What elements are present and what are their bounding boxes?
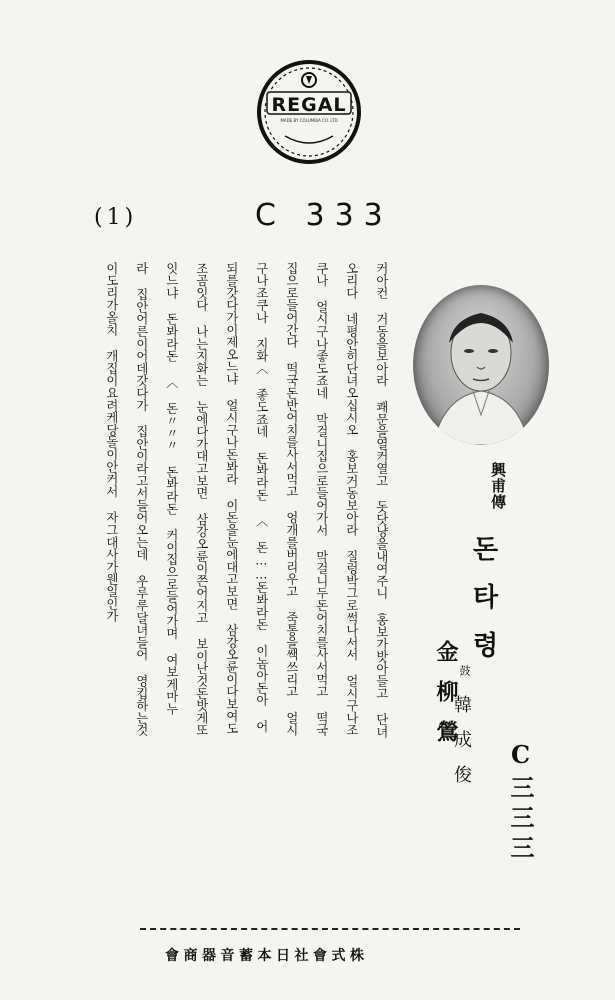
- catalog-number: C 333: [255, 198, 393, 233]
- drum-label: 鼓: [458, 665, 471, 676]
- logo-brand-text: REGAL: [271, 94, 347, 116]
- lyric-column-2: 오리다 네평안히단녀오십시오 홍보거동보아라 질렁박그로썩나서서 얼시구나조: [344, 262, 359, 737]
- catalog-number-vertical: C三三三: [506, 740, 535, 865]
- genre-label: 興甫傳: [489, 462, 507, 510]
- company-name: 會商器音蓄本日社會式株: [165, 948, 369, 964]
- lyric-column-1: 커아컨 거동을보아라 쾌문을열커열고 돗닷냥을내여주니 홍보가밧아들고 단녀: [374, 262, 389, 738]
- divider-line: [140, 928, 520, 930]
- singer-name: 金柳鶯: [433, 640, 459, 760]
- side-number: (1): [94, 205, 138, 230]
- lyric-column-9: 라 집안어른이어데갓다가 집안이라고서들어오는데 우루루달녀들어 영킵하는것: [134, 262, 149, 737]
- lyric-column-8: 잇느냐 돈봐라돈 〈 돈〃〃〃 돈봐라돈 커이집으로들어가며 여보게마누: [164, 262, 179, 715]
- singer-portrait: [413, 285, 549, 445]
- logo-subtitle: MADE BY COLUMBIA CO. LTD: [280, 118, 338, 123]
- lyric-column-6: 되를갓다가이제오느냐 얼시구나돈봐라 이돈을눈에대고보면 삼강오륜이다보여도: [224, 262, 239, 735]
- portrait-image: [413, 285, 549, 445]
- lyric-column-4: 집으로들어간다 떡국돈반어치를사서먹고 엉개를버리우고 죽통을쌕쓰리고 얼시: [284, 262, 299, 737]
- regal-logo: [255, 58, 363, 166]
- lyric-column-3: 쿠나 얼시구나좋도죠네 막걸니집으로들어가서 막걸니두돈어치를사서먹고 떡국: [314, 262, 329, 737]
- drummer-name: 韓成俊: [451, 695, 472, 800]
- lyric-column-5: 구나조쿠나 지화〈 좋도죠네 돈봐라돈 〈 돈……돈봐라돈 이놈아돈아 어: [254, 262, 269, 733]
- lyric-column-7: 조곰잇다 나는지화는 눈에다가대고보면 삼강오륜이쯘어지고 보이난것돈밧게또: [194, 262, 209, 737]
- lyric-column-10: 이도리가올치 개집이요려케당돌이안커서 자그대사가웬일인가: [104, 262, 119, 623]
- song-title: 돈타령: [468, 535, 498, 679]
